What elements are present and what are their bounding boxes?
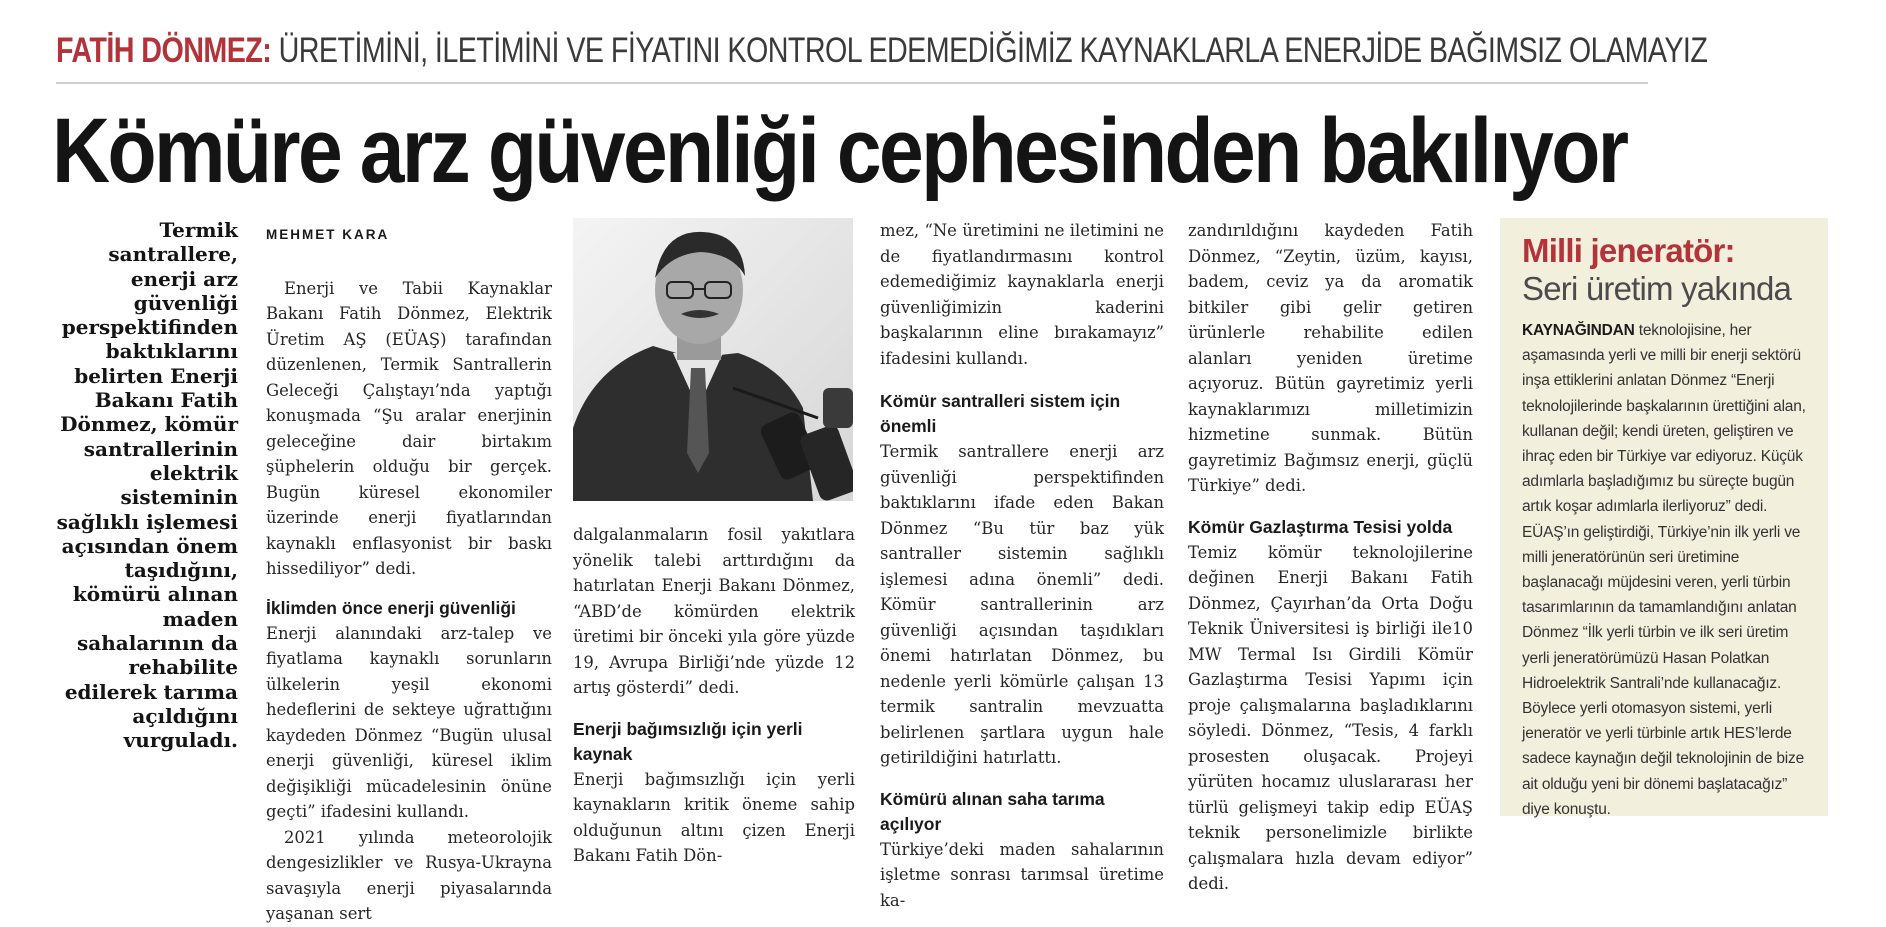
sidebar-lead-word: KAYNAĞINDAN [1522,322,1635,339]
paragraph: zandırıldığını kaydeden Fatih Dönmez, “Zeytin, üzüm, kayısı, badem, ceviz ya da aromatik bitkiler gibi gelir getiren ürünlerle rehabilite edilen alanları yeniden üretime açıyoruz. Bütün gayretimiz yerli kaynaklarımızı milletimizin hizmetine sunmak. Bütün gayretimiz Bağımsız enerji, güçlü Türkiye” dedi. [1188,221,1473,495]
paragraph: Termik santrallere enerji arz güvenliği perspektifinden baktıklarını ifade eden Bakan Dönmez “Bu tür baz yük santraller sistemin sağlıklı işlemesi adına önemli” dedi. Kömür santrallerinin arz güvenliği açısından taşıdıkları önemi hatırlatan Dönmez, bu nedenle yerli kömürle çalışan 13 termik santralin mevzuatta belirlenen şartlara uygun hale getirildiğini hatırlattı. [880,442,1164,767]
subheading: Enerji bağımsızlığı için yerli kaynak [573,718,803,764]
sidebar-text: teknolojisine, her aşamasında yerli ve milli bir enerji sektörü inşa ettiklerini anlatan Dönmez “Enerji teknolojilerinde başkalarının ürettiğini alan, kullanan değil; kendi üreten, geliştiren ve ihraç eden bir Türkiye var ediyoruz. Küçük adımlarla başladığımız bu süreçte bugün artık koşar adımlarla ilerliyoruz” dedi. EÜAŞ’ın geliştirdiği, Türkiye’nin ilk yerli ve milli jeneratörünün seri üretimine başlanacağı müjdesini veren, yerli türbin tasarımlarının da tamamlandığını anlatan Dönmez “İlk yerli türbin ve ilk seri üretim yerli jeneratörümüzü Hasan Polatkan Hidroelektrik Santrali’nde kullanacağız. Böylece yerli otomasyon sistemi, yerli jeneratör ve yerli türbinle artık HES’lerde sadece kaynağın değil teknolojinin de bize ait olduğu yeni bir dönemi başlatacağız” diye konuştu. [1522,322,1806,818]
kicker-text: ÜRETİMİNİ, İLETİMİNİ VE FİYATINI KONTROL EDEMEDİĞİMİZ KAYNAKLARLA ENERJİDE BAĞIMSIZ OLAMAYIZ [278,31,1708,70]
subheading: Kömür santralleri sistem için önemli [880,391,1121,436]
kicker [56,30,1708,72]
kicker-name: FATİH DÖNMEZ: [56,31,272,70]
paragraph: dalgalanmaların fosil yakıtlara yönelik talebi arttırdığını da hatırlatan Enerji Bakanı Dönmez, “ABD’de kömürden elektrik üretimi bir önceki yıla göre yüzde 19, Avrupa Birliği’nde yüzde 12 artış gösterdi” dedi. [573,525,855,697]
paragraph: Temiz kömür teknolojilerine değinen Enerji Bakanı Fatih Dönmez, Çayırhan’da Orta Doğu Teknik Üniversitesi iş birliği ile10 MW Termal Isı Girdili Kömür Gazlaştırma Tesisi Yapımı için proje çalışmalarına başladıklarını söyledi. Dönmez, “Tesis, 4 farklı prosesten oluşacak. Projeyi yürüten hocamız uluslararası her türlü gelişmeyi takip edip EÜAŞ teknik personelimizle birlikte çalışmalara hızla devam ediyor” dedi. [1188,542,1473,893]
paragraph: Türkiye’deki maden sahalarının işletme sonrası tarımsal üretime ka- [880,839,1164,910]
sidebar-title-red: Milli jeneratör: [1522,232,1735,269]
article-column-1 [266,222,552,927]
minister-photo [573,218,853,501]
paragraph: mez, “Ne üretimini ne iletimini ne de fiyatlandırmasını kontrol edemediğimiz kaynaklarla enerji güvenliğimizin kaderini başkalarının eline bırakamayız” ifadesini kullandı. [880,221,1164,368]
sidebar-box [1500,218,1828,816]
paragraph: 2021 yılında meteorolojik dengesizlikler ve Rusya-Ukrayna savaşıyla enerji piyasalarında yaşanan sert [266,827,552,923]
portrait-image [573,218,853,501]
headline: Kömüre arz güvenliği cephesinden bakılıyor [52,100,1627,202]
article-column-4 [1188,218,1473,897]
paragraph: Enerji bağımsızlığı için yerli kaynakların kritik öneme sahip olduğunun altını çizen Enerji Bakanı Fatih Dön- [573,769,855,865]
subheading: Kömür Gazlaştırma Tesisi yolda [1188,516,1453,537]
lead-paragraph: Termik santrallere, enerji arz güvenliği perspektifinden baktıklarını belirten Enerji Bakanı Fatih Dönmez, kömür santrallerinin elektrik sisteminin sağlıklı işlemesi açısından önem taşıdığını, kömürü alınan maden sahalarının da rehabilite edilerek tarıma açıldığını vurguladı. [56,218,238,753]
byline: MEHMET KARA [266,227,390,242]
sidebar-subtitle: Seri üretim yakında [1522,270,1792,307]
sidebar-body [1522,318,1812,822]
subheading: İklimden önce enerji güvenliği [266,597,516,618]
article-column-3 [880,218,1164,913]
divider [56,82,1648,84]
article-column-2 [573,522,855,869]
paragraph: Enerji alanındaki arz-talep ve fiyatlama kaynaklı sorunların ülkelerin yeşil ekonomi hedeflerini de sekteye uğrattığını kaydeden Dönmez “Bugün ulusal enerji güvenliği, küresel iklim değişikliği mücadelesinin önüne geçti” ifadesini kullandı. [266,623,552,821]
subheading: Kömürü alınan saha tarıma açılıyor [880,788,1105,834]
paragraph: Enerji ve Tabii Kaynaklar Bakanı Fatih Dönmez, Elektrik Üretim AŞ (EÜAŞ) tarafından düzenlenen, Termik Santrallerin Geleceği Çalıştayı’nda yaptığı konuşmada “Şu aralar enerjinin geleceğine dair birtakım şüphelerin olduğu bir gerçek. Bugün küresel ekonomiler üzerinde enerji fiyatlarından kaynaklı enflasyonist bir baskı hissediliyor” dedi. [266,278,552,578]
sidebar-title [1522,232,1791,308]
